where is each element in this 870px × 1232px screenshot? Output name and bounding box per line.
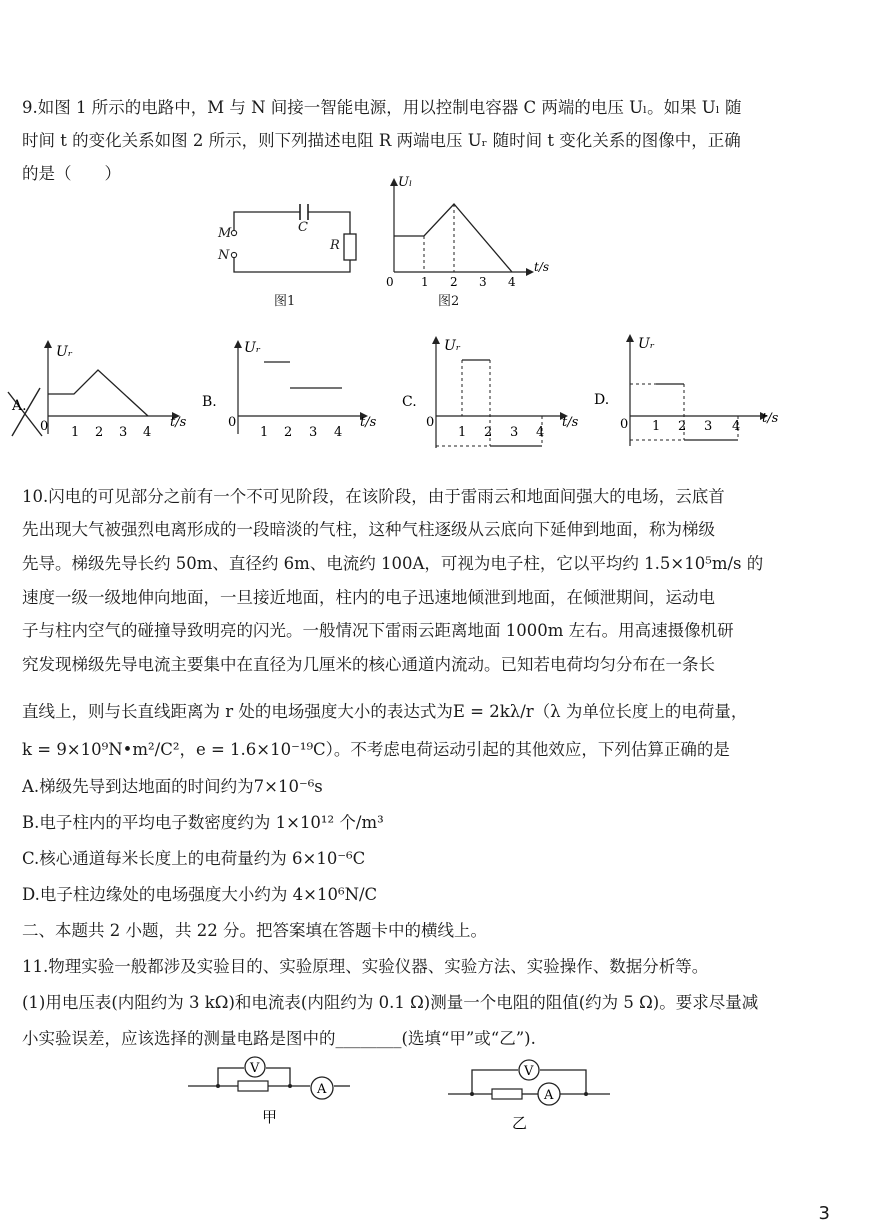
option-a-label: A. <box>12 398 27 414</box>
figure-1-caption: 图1 <box>274 294 296 309</box>
option-d-x-label: t/s <box>762 411 779 426</box>
q10-option-b: B.电子柱内的平均电子数密度约为 1×10¹² 个/m³ <box>22 813 384 832</box>
ammeter-symbol-yi: A <box>544 1088 554 1103</box>
option-b-tick-2: 2 <box>284 425 293 440</box>
option-a-tick-2: 2 <box>95 425 104 440</box>
fig2-tick-0: 0 <box>386 275 394 289</box>
option-c-tick-4: 4 <box>536 425 545 440</box>
q9-line-1: 9.如图 1 所示的电路中，M 与 N 间接一智能电源，用以控制电容器 C 两端的电压 Uₗ。如果 Uₗ 随 <box>22 98 742 117</box>
fig2-tick-3: 3 <box>479 275 487 289</box>
q10-line-7: 直线上，则与长直线距离为 r 处的电场强度大小的表达式为E = 2kλ/r（λ 为单位长度上的电荷量， <box>22 702 748 721</box>
option-b-label: B. <box>202 394 217 410</box>
option-a-tick-0: 0 <box>40 419 49 434</box>
q10-line-4: 速度一级一级地伸向地面，一旦接近地面，柱内的电子迅速地倾泄到地面，在倾泄期间，运动电 <box>22 588 715 607</box>
option-a-graph <box>4 336 194 446</box>
voltmeter-symbol-jia: V <box>250 1061 260 1076</box>
option-c-tick-2: 2 <box>484 425 493 440</box>
option-d-graph <box>592 328 792 458</box>
option-b-y-label: Uᵣ <box>244 340 261 356</box>
option-c-tick-3: 3 <box>510 425 519 440</box>
option-c-graph <box>398 330 598 460</box>
q10-line-6: 究发现梯级先导电流主要集中在直径为几厘米的核心通道内流动。已知若电荷均匀分布在一条长 <box>22 655 715 674</box>
q10-option-c: C.核心通道每米长度上的电荷量约为 6×10⁻⁶C <box>22 849 366 868</box>
q11-line-2: (1)用电压表(内阻约为 3 kΩ)和电流表(内阻约为 0.1 Ω)测量一个电阻的阻值(约为 5 Ω)。要求尽量减 <box>22 993 759 1012</box>
option-a-x-label: t/s <box>170 415 187 430</box>
option-d-tick-3: 3 <box>704 419 713 434</box>
figure-2-caption: 图2 <box>438 294 460 309</box>
option-c-tick-1: 1 <box>458 425 467 440</box>
q11-line-3: 小实验误差，应该选择的测量电路是图中的________(选填“甲”或“乙”). <box>22 1029 536 1048</box>
option-c-label: C. <box>402 394 417 410</box>
q9-line-2: 时间 t 的变化关系如图 2 所示，则下列描述电阻 R 两端电压 Uᵣ 随时间 t 变化关系的图像中，正确 <box>22 131 741 150</box>
option-b-tick-0: 0 <box>228 415 237 430</box>
option-b-tick-4: 4 <box>334 425 343 440</box>
q9-line-3: 的是（ ） <box>22 164 121 183</box>
fig2-tick-2: 2 <box>450 275 458 289</box>
option-c-y-label: Uᵣ <box>444 338 461 354</box>
q10-line-8: k = 9×10⁹N•m²/C²，e = 1.6×10⁻¹⁹C）。不考虑电荷运动引起的其他效应，下列估算正确的是 <box>22 740 730 759</box>
option-c-tick-0: 0 <box>426 415 435 430</box>
option-d-y-label: Uᵣ <box>638 336 655 352</box>
q10-line-1: 10.闪电的可见部分之前有一个不可见阶段，在该阶段，由于雷雨云和地面间强大的电场，云底首 <box>22 487 725 506</box>
page-number: 3 <box>818 1203 830 1224</box>
option-b-tick-3: 3 <box>309 425 318 440</box>
option-d-tick-2: 2 <box>678 419 687 434</box>
terminal-n-label: N <box>218 248 230 263</box>
voltmeter-symbol-yi: V <box>524 1064 534 1079</box>
option-a-tick-3: 3 <box>119 425 128 440</box>
option-d-tick-1: 1 <box>652 419 661 434</box>
fig2-x-label: t/s <box>534 260 550 274</box>
figure-1-circuit <box>212 196 362 309</box>
ammeter-symbol-jia: A <box>317 1082 327 1097</box>
option-b-graph <box>198 336 398 446</box>
q10-line-3: 先导。梯级先导长约 50m、直径约 6m、电流约 100A，可视为电子柱，它以平均约 1.5×10⁵m/s 的 <box>22 554 764 573</box>
resistor-label: R <box>330 238 340 253</box>
option-a-y-label: Uᵣ <box>56 344 73 360</box>
section-2-heading: 二、本题共 2 小题，共 22 分。把答案填在答题卡中的横线上。 <box>22 921 487 940</box>
capacitor-label: C <box>298 220 308 235</box>
circuit-jia-caption: 甲 <box>262 1108 278 1126</box>
option-c-x-label: t/s <box>562 415 579 430</box>
fig2-y-label: Uₗ <box>398 175 413 190</box>
figure-2-graph <box>378 172 558 312</box>
option-d-label: D. <box>594 392 610 408</box>
circuit-yi <box>446 1052 616 1132</box>
q10-option-d: D.电子柱边缘处的电场强度大小约为 4×10⁶N/C <box>22 885 378 904</box>
terminal-m-label: M <box>218 226 232 241</box>
circuit-yi-caption: 乙 <box>512 1114 528 1132</box>
fig2-tick-1: 1 <box>421 275 429 289</box>
option-a-tick-1: 1 <box>71 425 80 440</box>
option-d-tick-4: 4 <box>732 419 741 434</box>
q10-option-a: A.梯级先导到达地面的时间约为7×10⁻⁶s <box>22 777 323 796</box>
q10-line-5: 子与柱内空气的碰撞导致明亮的闪光。一般情况下雷雨云距离地面 1000m 左右。用高速摄像机研 <box>22 621 734 640</box>
option-b-tick-1: 1 <box>260 425 269 440</box>
option-a-tick-4: 4 <box>143 425 152 440</box>
option-d-tick-0: 0 <box>620 417 629 432</box>
fig2-tick-4: 4 <box>508 275 516 289</box>
option-b-x-label: t/s <box>360 415 377 430</box>
q10-line-2: 先出现大气被强烈电离形成的一段暗淡的气柱，这种气柱逐级从云底向下延伸到地面，称为梯级 <box>22 520 715 539</box>
q11-line-1: 11.物理实验一般都涉及实验目的、实验原理、实验仪器、实验方法、实验操作、数据分析等。 <box>22 957 709 976</box>
circuit-jia <box>186 1050 356 1130</box>
